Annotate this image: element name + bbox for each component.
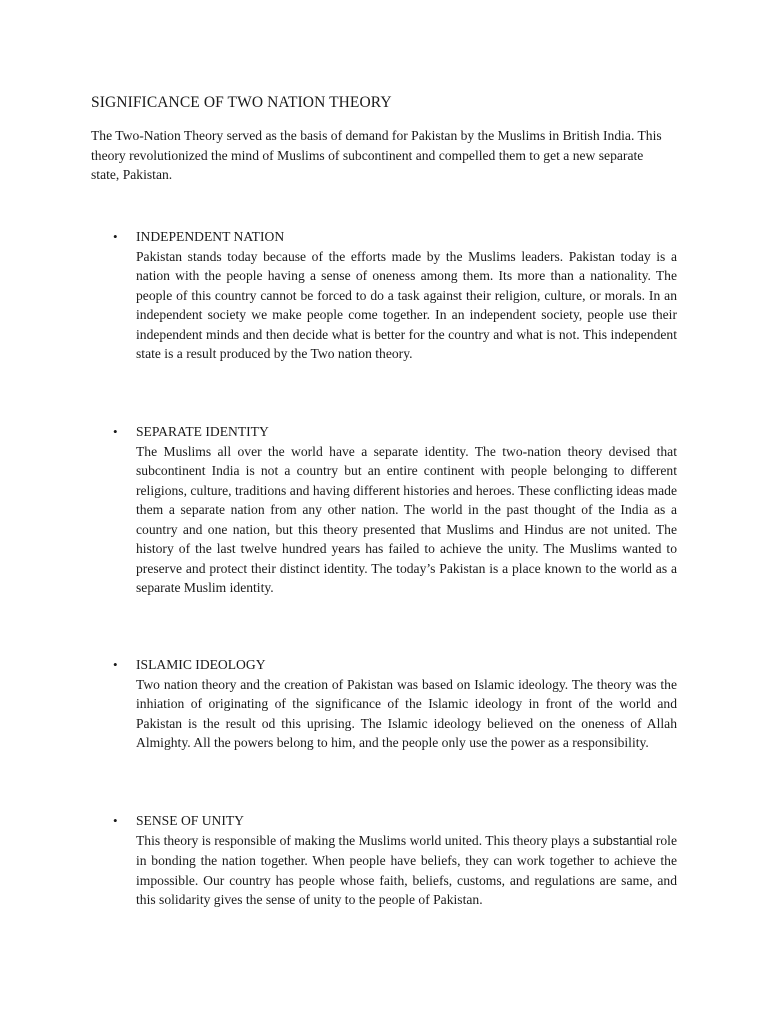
- section-heading: ISLAMIC IDEOLOGY: [136, 657, 266, 672]
- bullet-icon: •: [113, 229, 118, 244]
- intro-paragraph: The Two-Nation Theory served as the basis of demand for Pakistan by the Muslims in British India. This theory revolutionized the mind of Muslims of subcontinent and compelled them to get a new separate state, Pakistan.: [91, 128, 662, 183]
- section-heading: SEPARATE IDENTITY: [136, 424, 269, 439]
- bullet-icon: •: [113, 424, 118, 439]
- section-body: The Muslims all over the world have a separate identity. The two-nation theory devised that subcontinent India is not a country but an entire continent with people belonging to different religions, culture, traditions and having different histories and heroes. These conflicting ideas made them a separate nation from any other nation. The world in the past thought of the India as a country and one nation, but this theory presented that Muslims and Hindus are not united. The history of the last twelve hundred years has failed to achieve the unity. The Muslims wanted to preserve and protect their distinct identity. The today’s Pakistan is a place known to the world as a separate Muslim identity.: [136, 443, 677, 595]
- bullet-icon: •: [113, 813, 118, 828]
- section-heading: SENSE OF UNITY: [136, 813, 244, 828]
- body-text-end: role in bonding the nation together. When people have beliefs, they can work together to achieve the impossible. Our country has people whose faith, beliefs, customs, and regulations are same, and this solidarity gives the sense of unity to the people of Pakistan.: [136, 832, 677, 907]
- body-text-emphasis: substantial: [592, 833, 653, 848]
- section-heading: INDEPENDENT NATION: [136, 229, 285, 244]
- section-body: [136, 831, 677, 910]
- body-text-start: This theory is responsible of making the Muslims world united. This theory plays a: [136, 832, 593, 848]
- section-body: Two nation theory and the creation of Pakistan was based on Islamic ideology. The theory was the inhiation of originating of the significance of the Islamic ideology in front of the world and Pakistan is the result od this uprising. The Islamic ideology believed on the oneness of Allah Almighty. All the powers belong to him, and the people only use the power as a responsibility.: [136, 676, 677, 750]
- section-body: Pakistan stands today because of the efforts made by the Muslims leaders. Pakistan today is a nation with the people having a sense of oneness among them. Its more than a nationality. The people of this country cannot be forced to do a task against their religion, culture, or morals. In an independent society we make people come together. In an independent society, people use their independent minds and then decide what is better for the country and what is not. This independent state is a result produced by the Two nation theory.: [136, 248, 677, 361]
- document-title: SIGNIFICANCE OF TWO NATION THEORY: [91, 94, 392, 111]
- bullet-icon: •: [113, 657, 118, 672]
